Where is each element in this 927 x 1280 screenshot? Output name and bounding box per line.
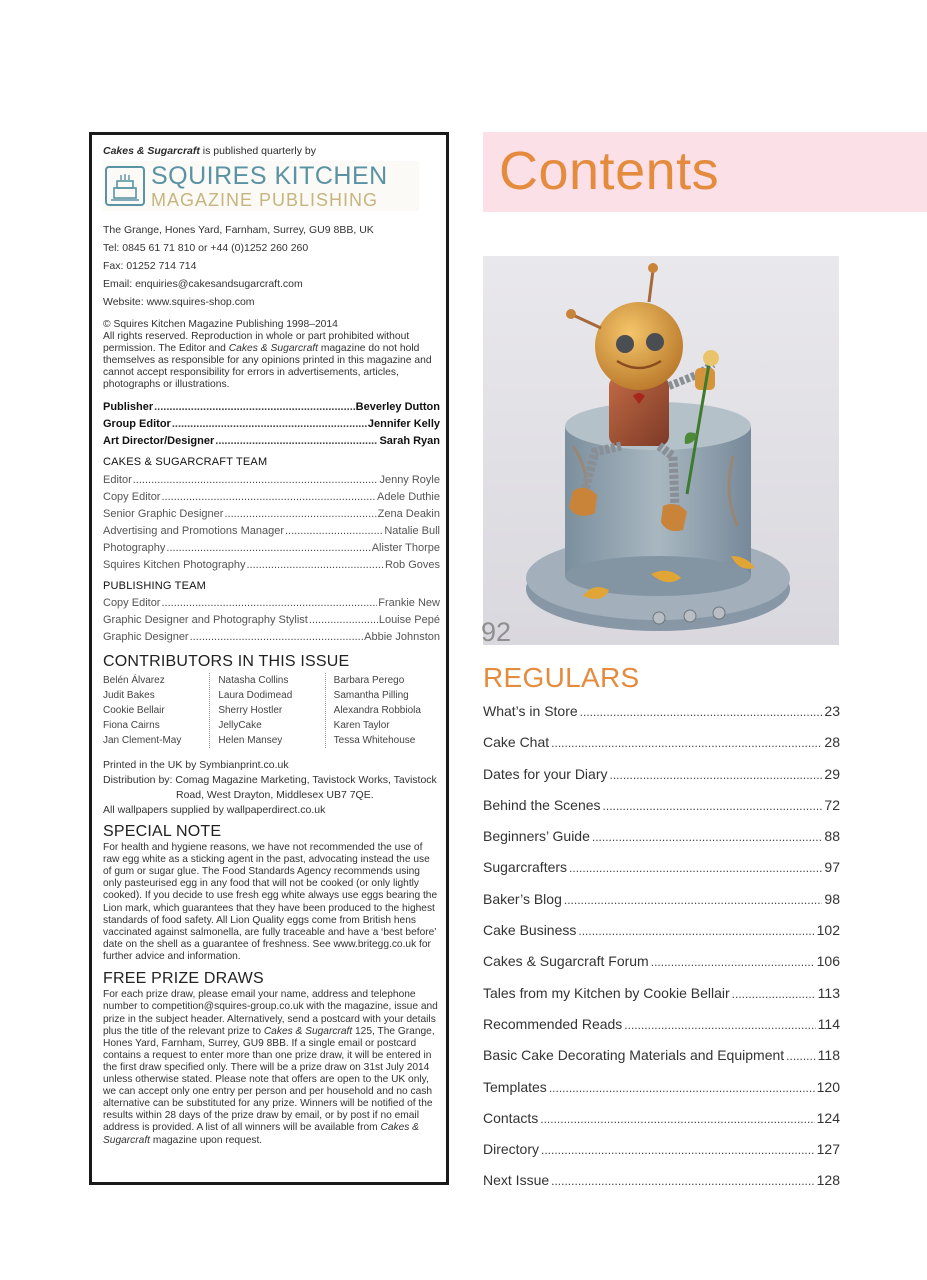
contact-details	[103, 221, 440, 311]
contents-item[interactable]: Contacts ..... 124	[483, 1110, 840, 1141]
photo-page-number: 92	[481, 617, 512, 647]
team-row: Photography ..... Alister Thorpe	[103, 540, 440, 557]
contents-item[interactable]: Next Issue ..... 128	[483, 1172, 840, 1203]
contents-item[interactable]: Directory ..... 127	[483, 1141, 840, 1172]
contents-item[interactable]: Tales from my Kitchen by Cookie Bellair ..... 113	[483, 985, 840, 1016]
contributors-column: Natasha Collins Laura Dodimead Sherry Hostler JellyCake Helen Mansey	[209, 673, 324, 748]
team-heading: CAKES & SUGARCRAFT TEAM	[103, 456, 268, 469]
print-distribution	[103, 758, 440, 818]
contents-banner	[483, 132, 927, 212]
contents-list	[483, 703, 840, 1204]
address-line: The Grange, Hones Yard, Farnham, Surrey, GU9 8BB, UK	[103, 224, 374, 237]
contents-item[interactable]: Recommended Reads ..... 114	[483, 1016, 840, 1047]
copyright-line: © Squires Kitchen Magazine Publishing 1998–2014	[103, 319, 338, 331]
logo-line2: MAGAZINE PUBLISHING	[151, 189, 379, 210]
team-row: Squires Kitchen Photography ..... Rob Goves	[103, 557, 440, 574]
team-row: Editor ..... Jenny Royle	[103, 472, 440, 489]
fax-line: Fax: 01252 714 714	[103, 260, 197, 273]
team-row: Copy Editor ..... Adele Duthie	[103, 489, 440, 506]
contributors-list	[103, 673, 440, 748]
contents-item[interactable]: Sugarcrafters ..... 97	[483, 859, 840, 890]
contents-item[interactable]: Basic Cake Decorating Materials and Equipment ..... 118	[483, 1047, 840, 1078]
masthead	[103, 399, 440, 450]
contents-item[interactable]: Behind the Scenes ..... 72	[483, 797, 840, 828]
team-row: Advertising and Promotions Manager ..... Natalie Bull	[103, 523, 440, 540]
contents-item[interactable]: Templates ..... 120	[483, 1079, 840, 1110]
distribution-line: Distribution by: Comag Magazine Marketing, Tavistock Works, Tavistock	[103, 773, 437, 786]
contents-item[interactable]: Cake Chat ..... 28	[483, 734, 840, 765]
publisher-logo	[103, 161, 419, 211]
contents-item[interactable]: Beginners’ Guide ..... 88	[483, 828, 840, 859]
cake-logo-icon	[105, 166, 145, 206]
regulars-heading: REGULARS	[483, 662, 640, 693]
distribution-line-2: Road, West Drayton, Middlesex UB7 7QE.	[176, 788, 374, 801]
contents-item[interactable]: Cake Business ..... 102	[483, 922, 840, 953]
masthead-row: Publisher ..... Beverley Dutton	[103, 399, 440, 416]
masthead-row: Group Editor ..... Jennifer Kelly	[103, 416, 440, 433]
telephone-line: Tel: 0845 61 71 810 or +44 (0)1252 260 260	[103, 242, 309, 255]
email-line: Email: enquiries@cakesandsugarcraft.com	[103, 278, 303, 291]
publishing-team-heading: PUBLISHING TEAM	[103, 579, 207, 592]
imprint-box	[89, 132, 449, 1185]
contributors-heading: CONTRIBUTORS IN THIS ISSUE	[103, 653, 350, 671]
prize-draws-heading: FREE PRIZE DRAWS	[103, 969, 264, 987]
masthead-row: Art Director/Designer ..... Sarah Ryan	[103, 433, 440, 450]
logo-line1: SQUIRES KITCHEN	[151, 161, 388, 190]
prize-draws-text: For each prize draw, please email your name, address and telephone number to competition@squires-group.co.uk with the magazine, issue and prize in the subject header. Alternatively, send a postcard with your details plus the title of the relevant prize to Cakes & Sugarcraft 125, The Grange, Hones Yard, Farnham, Surrey, GU9 8BB. If a single email or postcard contains a request to enter more than one prize draw, it will be entered in the first draw specified only. There will be a prize draw on 31st July 2014 unless otherwise stated. Please note that offers are open to the UK only, we can accept only one entry per person and per household and no cash alternative can be substituted for any prize. Winners will be notified of the results within 28 days of the prize draw by email, or by post if no email address is provided. A list of all winners will be available from Cakes & Sugarcraft magazine upon request.	[103, 989, 438, 1146]
copyright-notice	[103, 319, 440, 391]
robot-cake-photo	[483, 256, 839, 645]
publishing-row: Graphic Designer ..... Abbie Johnston	[103, 629, 440, 646]
team-row: Senior Graphic Designer ..... Zena Deakin	[103, 506, 440, 523]
contents-item[interactable]: Cakes & Sugarcraft Forum ..... 106	[483, 953, 840, 984]
wallpapers-line: All wallpapers supplied by wallpaperdirect.co.uk	[103, 803, 326, 816]
contributors-column: Barbara Perego Samantha Pilling Alexandra Robbiola Karen Taylor Tessa Whitehouse	[325, 673, 440, 748]
special-note-heading: SPECIAL NOTE	[103, 822, 222, 840]
contents-item[interactable]: What’s in Store ..... 23	[483, 703, 840, 734]
publishing-row: Copy Editor ..... Frankie New	[103, 595, 440, 612]
contents-title: Contents	[499, 141, 720, 201]
magazine-title: Cakes & Sugarcraft	[103, 145, 200, 157]
rights-text: All rights reserved. Reproduction in whole or part prohibited without permission. The Editor and Cakes & Sugarcraft magazine do not hold themselves as responsible for any opinions printed in this magazine and cannot accept responsibility for errors in advertisements, articles, photographs or illustrations.	[103, 331, 432, 391]
special-note-text: For health and hygiene reasons, we have not recommended the use of raw egg white as a sticking agent in the past, advocating instead the use of gum or sugar glue. The Food Standards Agency recommends using only pasteurised egg in any food that will not be cooked (or only lightly cooked). If you decide to use fresh egg white always use eggs bearing the Lion mark, which guarantees that they have been produced to the highest standards of food safety. All Lion Quality eggs come from British hens vaccinated against salmonella, are fully traceable and have a ‘best before’ date on the shell as a guarantee of freshness. See www.britegg.co.uk for further advice and information.	[103, 842, 438, 962]
publishing-row: Graphic Designer and Photography Stylist ..... Louise Pepé	[103, 612, 440, 629]
printed-line: Printed in the UK by Symbianprint.co.uk	[103, 758, 289, 771]
contents-item[interactable]: Dates for your Diary ..... 29	[483, 766, 840, 797]
published-by-text: is published quarterly by	[199, 145, 317, 157]
publishing-team-list	[103, 595, 440, 646]
published-by	[103, 145, 440, 157]
team-list	[103, 472, 440, 574]
contributors-column: Belén Álvarez Judit Bakes Cookie Bellair Fiona Cairns Jan Clement-May	[103, 674, 182, 746]
contents-item[interactable]: Baker’s Blog ..... 98	[483, 891, 840, 922]
website-line: Website: www.squires-shop.com	[103, 296, 255, 309]
